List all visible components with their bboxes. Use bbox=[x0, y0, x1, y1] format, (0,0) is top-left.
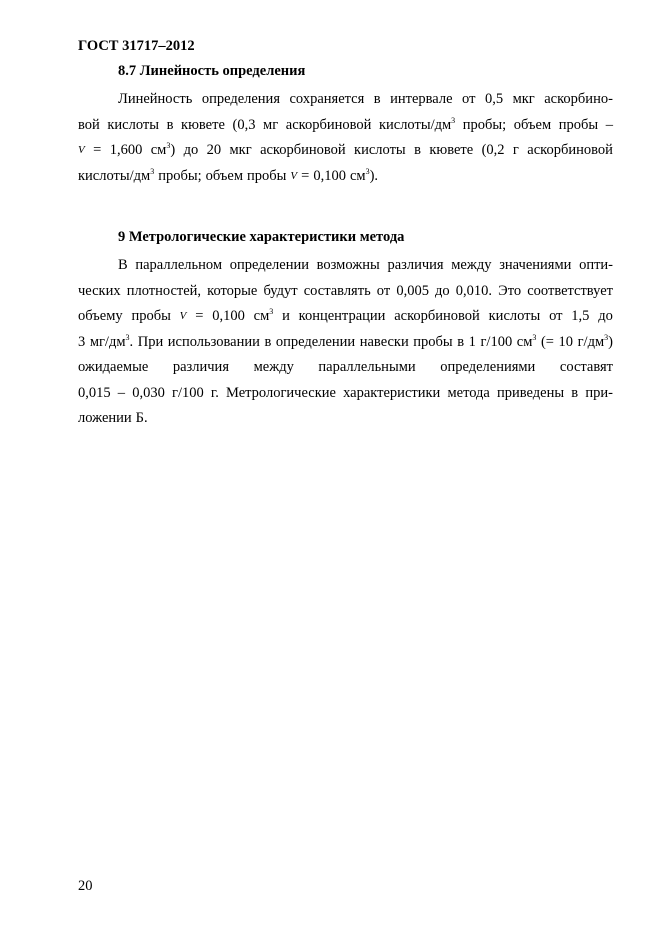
page-number: 20 bbox=[78, 878, 93, 894]
section_9-line-1 bbox=[78, 253, 613, 279]
text-word: от bbox=[462, 91, 476, 107]
text-word: (0,2 bbox=[481, 142, 505, 158]
text-word: параллельном bbox=[135, 257, 223, 273]
text-word: плотностей, bbox=[126, 282, 202, 299]
text-word: составлять bbox=[303, 282, 371, 299]
text-word: до bbox=[183, 142, 199, 158]
text-word: аскорбиновой bbox=[527, 142, 613, 158]
section_8_7-line-4 bbox=[78, 164, 613, 190]
section_9-line-3 bbox=[78, 304, 613, 330]
text-word: пробы; bbox=[158, 167, 202, 184]
text-word: до bbox=[598, 308, 613, 324]
text-word: метода bbox=[447, 384, 490, 401]
section_8_7-line-2 bbox=[78, 113, 613, 139]
text-word: ожидаемые bbox=[78, 359, 149, 375]
text-word: 0,015 bbox=[78, 384, 111, 401]
text-word: возможны bbox=[316, 257, 380, 273]
text-word: 1,5 bbox=[571, 308, 590, 324]
text-word: мкг bbox=[512, 91, 535, 107]
text-word: между bbox=[451, 257, 492, 273]
section-9-paragraph bbox=[78, 253, 613, 432]
text-word: – bbox=[605, 116, 613, 133]
text-word: Линейность bbox=[118, 91, 193, 107]
text-word: аскорбиновой bbox=[260, 142, 346, 158]
text-word: в bbox=[166, 116, 174, 133]
text-word: (= bbox=[540, 333, 554, 350]
text-word: кислоты/$дм^3$ bbox=[78, 166, 155, 184]
text-word: в bbox=[414, 142, 421, 158]
text-word: 0,005 bbox=[396, 282, 429, 299]
text-word: ложении bbox=[78, 410, 132, 426]
text-word: (0,3 bbox=[232, 116, 256, 133]
text-word: аскорбино- bbox=[544, 91, 613, 107]
text-word: навески bbox=[359, 333, 409, 350]
text-word: значениями bbox=[499, 257, 572, 273]
text-word: 0,030 bbox=[132, 384, 165, 401]
text-word: 0,010. bbox=[455, 282, 493, 299]
text-word: 20 bbox=[206, 142, 222, 158]
text-word: составят bbox=[559, 359, 613, 375]
text-word: аскорбиновой bbox=[285, 116, 372, 133]
text-word: 0,5 bbox=[484, 91, 504, 107]
text-word: мг bbox=[263, 116, 279, 133]
text-word: кислоты/$дм^3$ bbox=[378, 115, 456, 133]
section-8-7-paragraph bbox=[78, 87, 613, 189]
text-word: от bbox=[549, 308, 563, 324]
section-8-7-heading: 8.7 Линейность определения bbox=[118, 63, 306, 79]
text-word: приведены bbox=[497, 384, 565, 401]
text-word: до bbox=[435, 282, 450, 299]
text-word: определениями bbox=[440, 359, 536, 375]
section_9-line-4 bbox=[78, 330, 613, 356]
text-word: определении bbox=[275, 333, 356, 350]
text-word: использовании bbox=[167, 333, 260, 350]
text-word: пробы bbox=[131, 308, 171, 324]
text-word: г. bbox=[210, 384, 219, 401]
text-word: в bbox=[571, 384, 579, 401]
text-word: ческих bbox=[78, 282, 121, 299]
section_9-line-6 bbox=[78, 381, 613, 407]
text-word: соответствует bbox=[527, 282, 613, 299]
text-word: 10 bbox=[558, 333, 574, 350]
text-word: кислоты bbox=[107, 116, 159, 133]
text-word: V bbox=[179, 310, 187, 322]
section_9-line-2 bbox=[78, 279, 613, 305]
text-word: = bbox=[301, 167, 310, 184]
text-word: 0,100 bbox=[313, 167, 346, 184]
text-word: вой bbox=[78, 116, 100, 133]
text-word: Б. bbox=[135, 410, 148, 426]
text-word: $см^3$). bbox=[349, 166, 379, 184]
text-word: Это bbox=[498, 282, 522, 299]
text-word: г bbox=[512, 142, 519, 158]
text-word: 1 bbox=[468, 333, 476, 350]
text-word: в bbox=[457, 333, 465, 350]
text-word: $см^3$ bbox=[253, 307, 274, 324]
text-word: V bbox=[290, 169, 298, 182]
text-word: при- bbox=[585, 384, 613, 401]
text-word: $см^3$) bbox=[150, 141, 176, 158]
section_8_7-line-3 bbox=[78, 138, 613, 164]
text-word: г/100 bbox=[172, 384, 204, 401]
text-word: V bbox=[78, 144, 85, 156]
text-word: между bbox=[253, 359, 294, 375]
text-word: определении bbox=[229, 257, 309, 273]
text-word: концентрации bbox=[298, 308, 386, 324]
text-word: различия bbox=[387, 257, 444, 273]
document-header-standard: ГОСТ 31717–2012 bbox=[78, 38, 195, 54]
text-word: и bbox=[282, 308, 290, 324]
text-word: объем bbox=[513, 116, 552, 133]
section_9-line-5 bbox=[78, 355, 613, 381]
text-word: 3 bbox=[78, 333, 86, 350]
text-word: мкг bbox=[229, 142, 252, 158]
section_9-line-7 bbox=[78, 406, 613, 432]
text-word: $см^3$ bbox=[516, 332, 537, 350]
text-word: аскорбиновой bbox=[394, 308, 480, 324]
text-word: – bbox=[117, 384, 126, 401]
text-word: = bbox=[93, 142, 102, 158]
text-word: Метрологические bbox=[226, 384, 336, 401]
text-word: в bbox=[264, 333, 272, 350]
text-word: кювете bbox=[181, 116, 225, 133]
text-word: $мг/дм^3$. bbox=[89, 332, 134, 350]
text-word: = bbox=[195, 308, 204, 324]
text-word: опти- bbox=[579, 257, 613, 273]
text-word: При bbox=[137, 333, 164, 350]
text-word: которые bbox=[207, 282, 258, 299]
text-word: кислоты bbox=[354, 142, 406, 158]
text-word: определения bbox=[201, 91, 280, 107]
text-word: различия bbox=[172, 359, 229, 375]
text-word: сохраняется bbox=[289, 91, 365, 107]
text-word: пробы; bbox=[462, 116, 507, 133]
text-word: г/100 bbox=[480, 333, 513, 350]
section_8_7-line-1 bbox=[78, 87, 613, 113]
text-word: $г/дм^3$) bbox=[577, 332, 613, 350]
text-word: пробы bbox=[247, 167, 287, 184]
text-word: кювете bbox=[429, 142, 474, 158]
text-word: интервале bbox=[390, 91, 453, 107]
text-word: будут bbox=[263, 282, 298, 299]
text-word: В bbox=[118, 257, 128, 273]
text-word: пробы bbox=[558, 116, 599, 133]
text-word: 1,600 bbox=[109, 142, 143, 158]
section-9-heading: 9 Метрологические характеристики метода bbox=[118, 229, 405, 245]
text-word: объем bbox=[205, 167, 244, 184]
text-word: от bbox=[376, 282, 391, 299]
text-word: кислоты bbox=[488, 308, 541, 324]
text-word: характеристики bbox=[343, 384, 441, 401]
text-word: 0,100 bbox=[212, 308, 245, 324]
text-word: в bbox=[373, 91, 381, 107]
text-word: параллельными bbox=[318, 359, 416, 375]
text-word: пробы bbox=[413, 333, 453, 350]
text-word: объему bbox=[78, 308, 123, 324]
